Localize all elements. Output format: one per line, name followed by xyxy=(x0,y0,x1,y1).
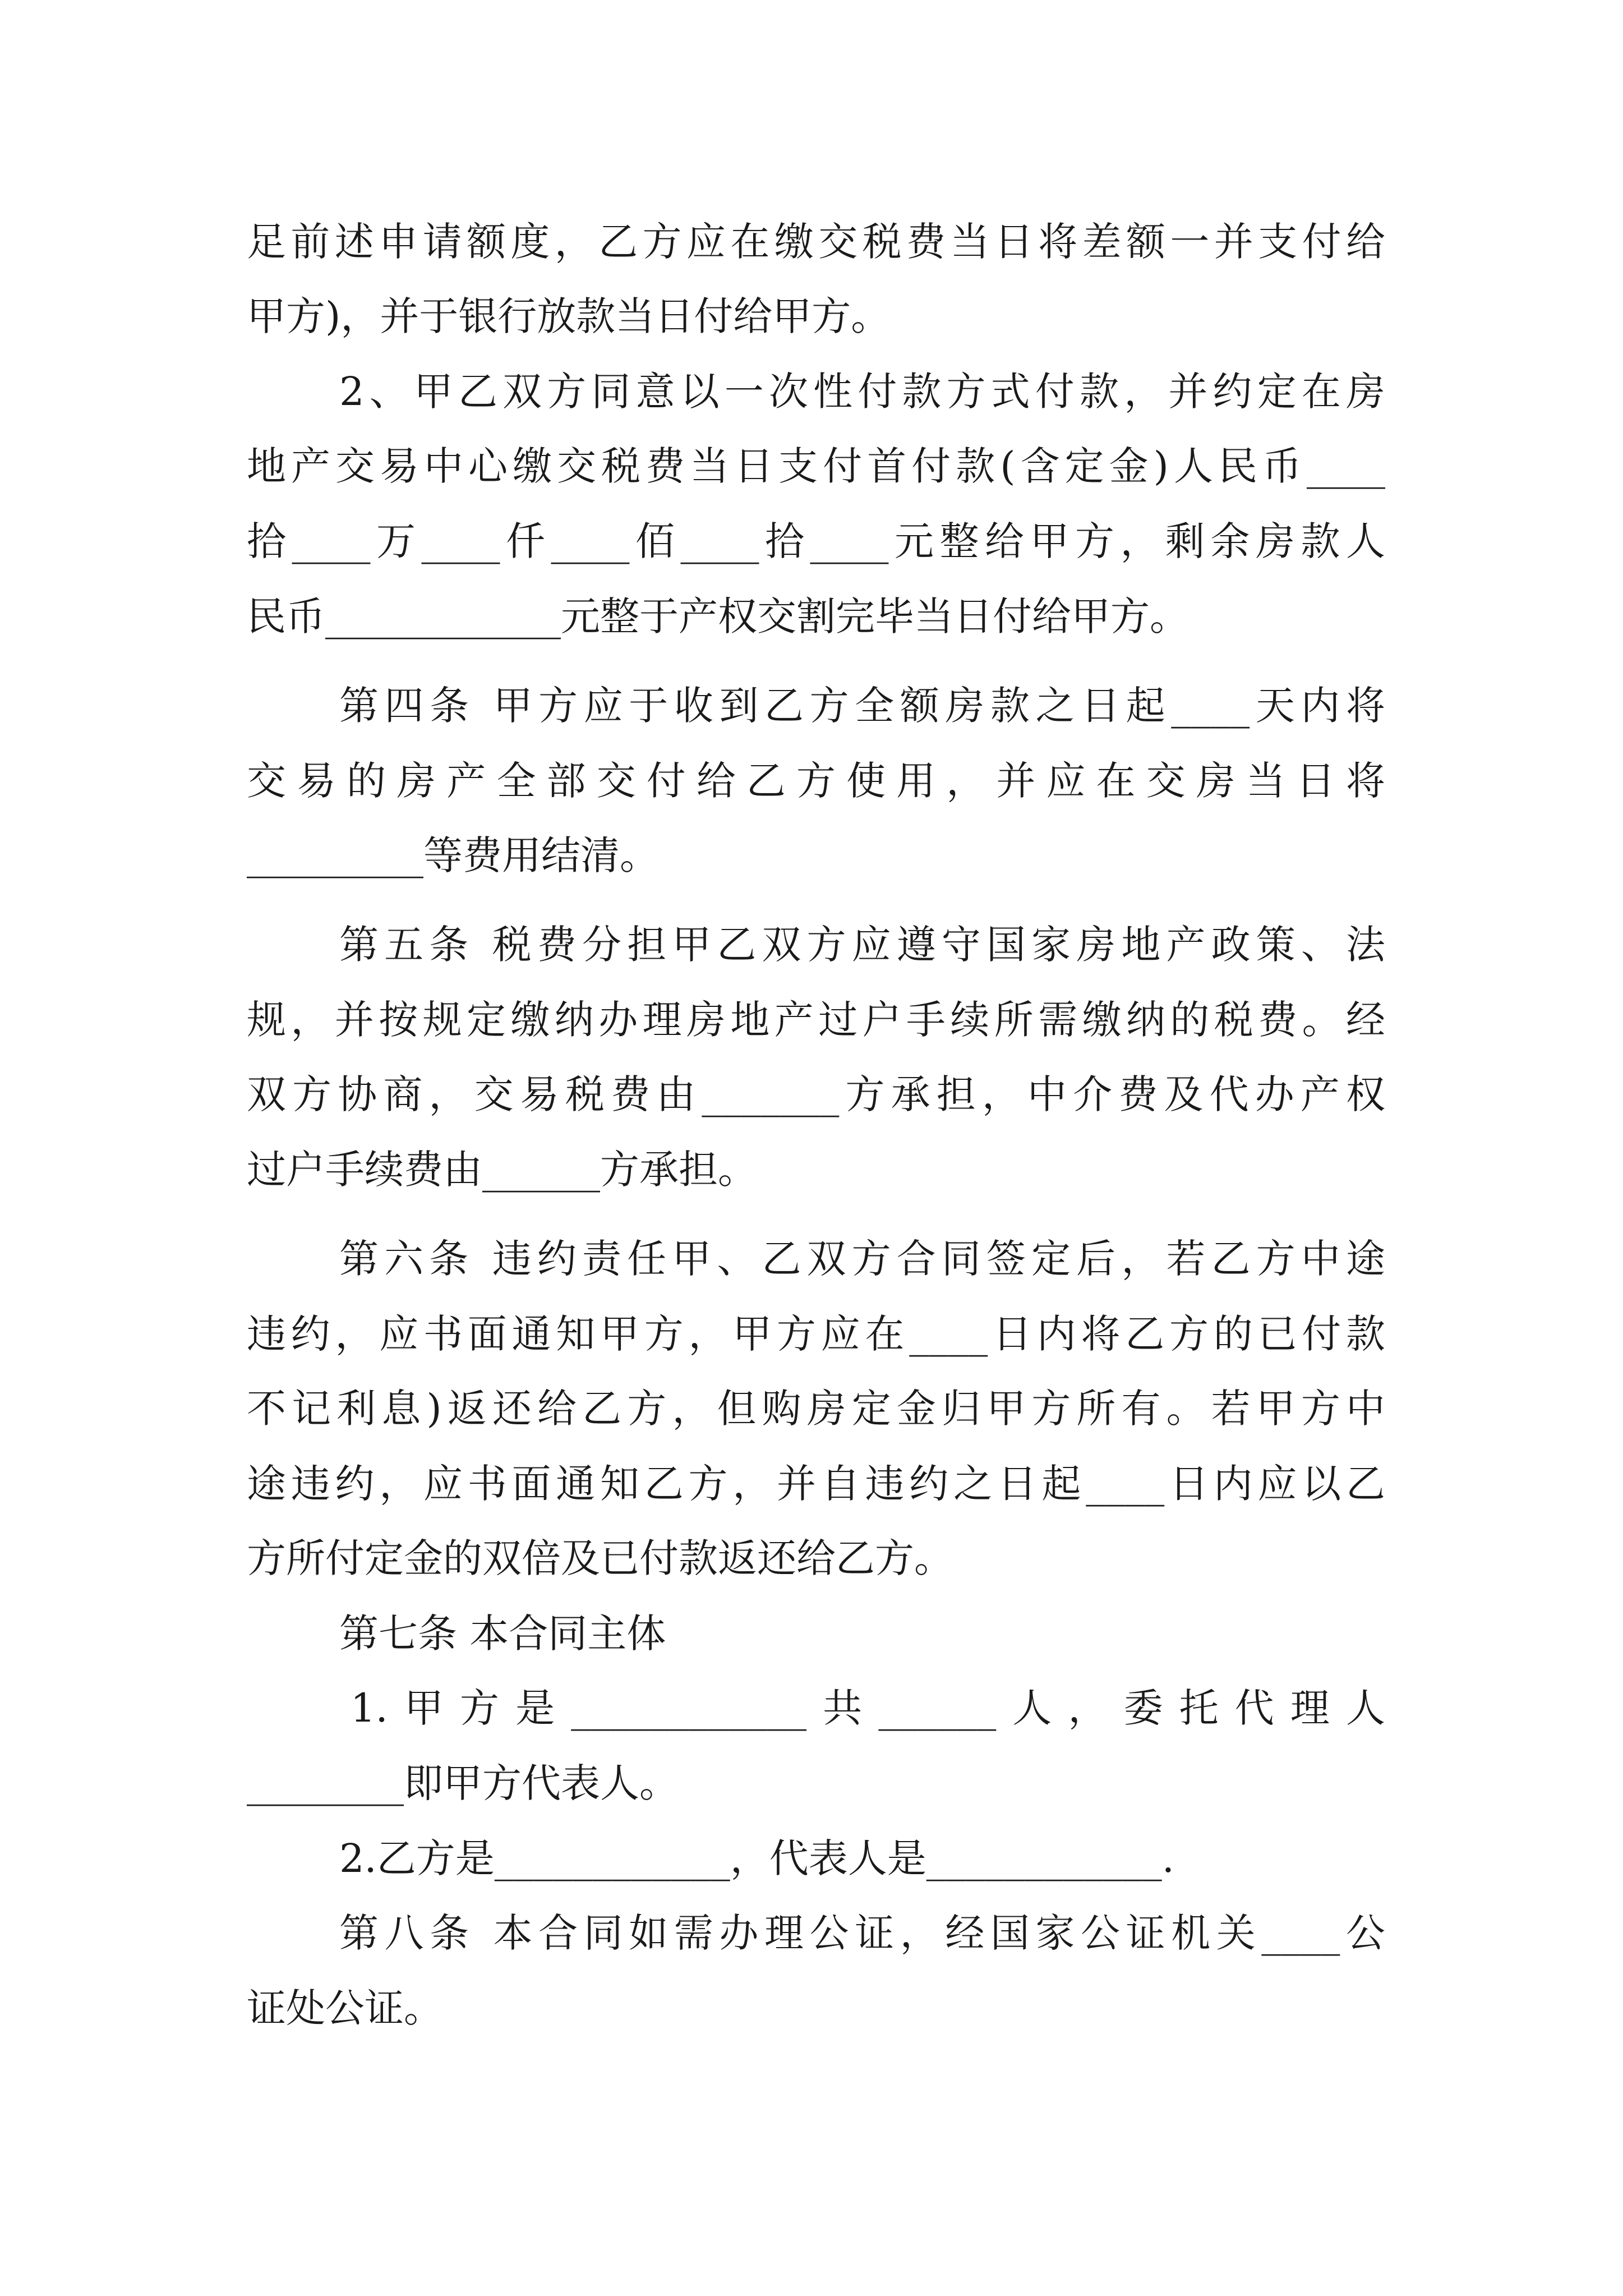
body-text-line: 过户手续费由______方承担。 xyxy=(247,1147,757,1193)
body-text-line: 双方协商，交易税费由_______方承担，中介费及代办产权 xyxy=(247,1071,1385,1117)
party-b-line: 2.乙方是____________，代表人是____________. xyxy=(339,1835,1175,1881)
body-text-line: _________等费用结清。 xyxy=(247,832,659,878)
body-text-line: 足前述申请额度，乙方应在缴交税费当日将差额一并支付给 xyxy=(247,219,1385,265)
body-text-line: 地产交易中心缴交税费当日支付首付款(含定金)人民币____ xyxy=(247,443,1385,489)
body-text-line: ________即甲方代表人。 xyxy=(247,1760,679,1806)
body-text-line: 甲方)，并于银行放款当日付给甲方。 xyxy=(247,293,891,339)
party-a-line: 1.甲方是____________共______人，委托代理人 xyxy=(351,1685,1385,1731)
article-8-heading-line: 第八条 本合同如需办理公证，经国家公证机关____公 xyxy=(339,1910,1385,1956)
body-text-line: 不记利息)返还给乙方，但购房定金归甲方所有。若甲方中 xyxy=(247,1386,1385,1432)
body-text-line: 交易的房产全部交付给乙方使用，并应在交房当日将 xyxy=(247,758,1385,804)
body-text-line: 民币____________元整于产权交割完毕当日付给甲方。 xyxy=(247,593,1189,639)
body-text-line: 拾____万____仟____佰____拾____元整给甲方，剩余房款人 xyxy=(247,518,1385,564)
body-text-line: 方所付定金的双倍及已付款返还给乙方。 xyxy=(247,1535,953,1581)
article-6-heading-line: 第六条 违约责任甲、乙双方合同签定后，若乙方中途 xyxy=(339,1236,1385,1282)
body-text-line: 2、甲乙双方同意以一次性付款方式付款，并约定在房 xyxy=(339,369,1385,415)
article-5-heading-line: 第五条 税费分担甲乙双方应遵守国家房地产政策、法 xyxy=(339,922,1385,968)
article-7-heading-line: 第七条 本合同主体 xyxy=(339,1611,666,1657)
body-text-line: 证处公证。 xyxy=(247,1985,443,2031)
body-text-line: 规，并按规定缴纳办理房地产过户手续所需缴纳的税费。经 xyxy=(247,997,1385,1043)
article-4-heading-line: 第四条 甲方应于收到乙方全额房款之日起____天内将 xyxy=(339,683,1385,729)
body-text-line: 违约，应书面通知甲方，甲方应在____日内将乙方的已付款 xyxy=(247,1311,1385,1357)
body-text-line: 途违约，应书面通知乙方，并自违约之日起____日内应以乙 xyxy=(247,1461,1385,1507)
